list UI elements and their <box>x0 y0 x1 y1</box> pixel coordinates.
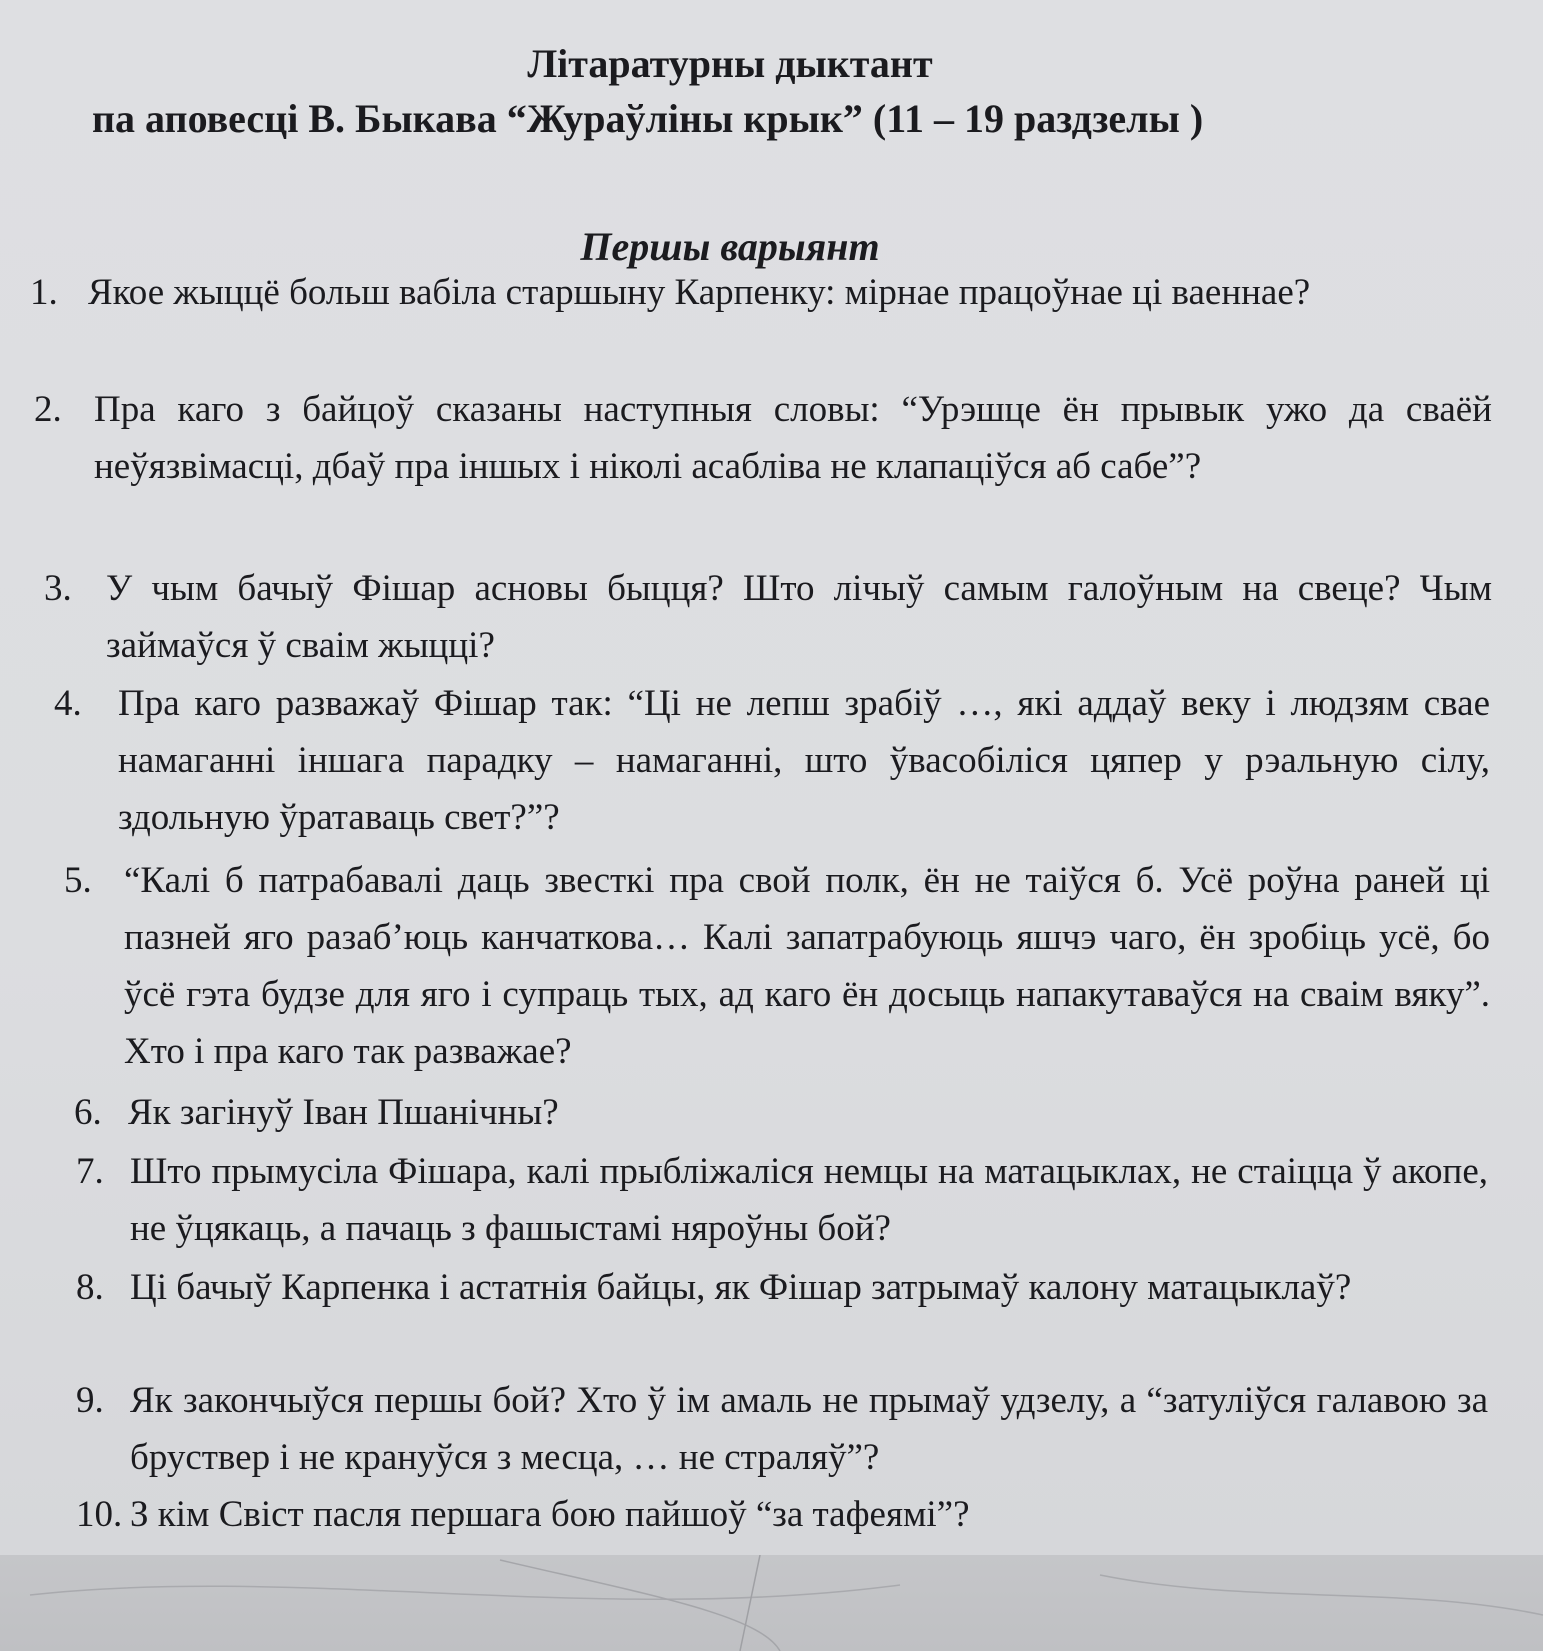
question-text: Што прымусіла Фішара, калі прыбліжаліся немцы на матацыклах, не стаіцца ў акопе, не ўцякаць, а пачаць з фашыстамі няроўны бой? <box>130 1151 1488 1249</box>
question-number: 6. <box>74 1092 102 1133</box>
question-text: З кім Свіст пасля першага бою пайшоў “за тафеямі”? <box>130 1494 970 1535</box>
background-surface <box>0 1555 1543 1651</box>
question-number: 3. <box>44 568 72 609</box>
question-text: Пра каго з байцоў сказаны наступныя словы: “Урэшце ён прывык ужо да сваёй неўязвімасці, дбаў пра іншых і ніколі асабліва не клапаціўся аб сабе”? <box>94 389 1492 487</box>
variant-heading: Першы варыянт <box>580 224 880 269</box>
title-line-1: Літаратурны дыктант <box>527 41 933 86</box>
question-number: 9. <box>76 1380 104 1421</box>
background-scribbles <box>0 1555 1543 1651</box>
question-number: 4. <box>54 683 82 724</box>
question-5 <box>64 852 1490 1080</box>
question-number: 10. <box>76 1494 123 1535</box>
question-3 <box>44 560 1492 674</box>
question-9 <box>76 1372 1488 1486</box>
question-8 <box>76 1259 1488 1316</box>
question-number: 7. <box>76 1151 104 1192</box>
question-text: У чым бачыў Фішар асновы быцця? Што лічыў самым галоўным на свеце? Чым займаўся ў сваім жыцці? <box>106 568 1492 666</box>
question-2 <box>34 381 1492 495</box>
question-text: Ці бачыў Карпенка і астатнія байцы, як Фішар затрымаў калону матацыклаў? <box>130 1267 1352 1308</box>
question-10 <box>76 1486 1488 1543</box>
question-text: Як закончыўся першы бой? Хто ў ім амаль не прымаў удзелу, а “затуліўся галавою за бруствер і не крануўся з месца, … не страляў”? <box>130 1380 1488 1478</box>
question-7 <box>76 1143 1488 1257</box>
title-line-2: па аповесці В. Быкава “Жураўліны крык” (11 – 19 раздзелы ) <box>92 96 1204 141</box>
question-text: Якое жыццё больш вабіла старшыну Карпенку: мірнае працоўнае ці ваеннае? <box>88 272 1311 313</box>
question-6 <box>74 1084 1488 1141</box>
question-number: 2. <box>34 389 62 430</box>
question-1 <box>30 264 1490 321</box>
question-text: Пра каго разважаў Фішар так: “Ці не лепш зрабіў …, які аддаў веку і людзям свае намаганні іншага парадку – намаганні, што ўвасобіліся цяпер у рэальную сілу, здольную ўратаваць свет?”? <box>118 683 1490 838</box>
question-number: 8. <box>76 1267 104 1308</box>
question-number: 1. <box>30 272 58 313</box>
question-text: “Калі б патрабавалі даць звесткі пра свой полк, ён не таіўся б. Усё роўна раней ці пазней яго разаб’юць канчаткова… Калі запатрабуюць яшчэ чаго, ён зробіць усё, бо ўсё гэта будзе для яго і супраць тых, ад каго ён досыць напакутаваўся на сваім вяку”. Хто і пра каго так разважае? <box>124 860 1490 1072</box>
question-4 <box>54 675 1490 846</box>
question-text: Як загінуў Іван Пшанічны? <box>128 1092 559 1133</box>
question-number: 5. <box>64 860 92 901</box>
